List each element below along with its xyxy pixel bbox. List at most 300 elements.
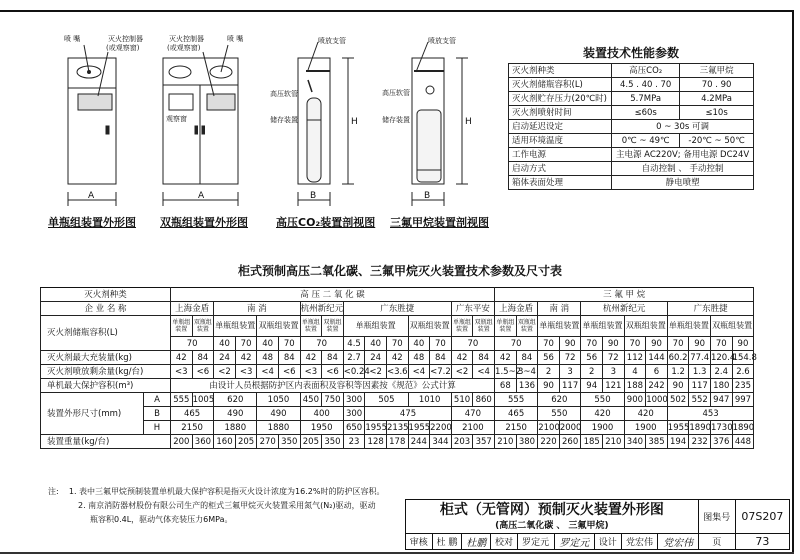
spec-co2-value: ≤60s xyxy=(612,106,680,120)
table-cell: 90 xyxy=(732,337,754,351)
nozzle-label: 喷 嘴 xyxy=(64,35,81,43)
notes-label: 注: xyxy=(48,487,59,496)
table-cell: 3 xyxy=(559,365,581,379)
table-cell: 单瓶组装置 xyxy=(171,316,193,337)
spec-value: 主电源 AC220V; 备用电源 DC24V xyxy=(612,148,754,162)
table-cell: <3.6 xyxy=(386,366,408,377)
checker-signature: 罗定元 xyxy=(554,534,594,550)
table-cell: 357 xyxy=(473,435,495,449)
table-cell: 2000 xyxy=(559,422,582,433)
param-table xyxy=(40,287,757,449)
design-label: 设计 xyxy=(595,534,622,550)
table-row xyxy=(41,351,754,365)
table-cell: 双瓶组装置 xyxy=(624,316,667,337)
table-cell: 2 xyxy=(538,365,560,379)
table-cell: 70 xyxy=(300,337,343,351)
table-cell: 90 xyxy=(667,379,689,393)
controller-alt-label: (或观察窗) xyxy=(106,44,140,52)
sheet-title: 柜式（无管网）预制灭火装置外形图 xyxy=(439,502,664,518)
single-cabinet-drawing xyxy=(64,34,143,206)
branch-pipe-label: 喷放支管 xyxy=(318,37,346,45)
table-cell: 4.5 xyxy=(343,337,365,351)
spec-table xyxy=(508,63,754,190)
table-cell: 90 xyxy=(689,337,711,351)
dimension-key: H xyxy=(144,421,171,435)
checker: 罗定元 xyxy=(517,534,554,550)
table-cell: 210 xyxy=(495,435,517,449)
branch-pipe-label: 喷放支管 xyxy=(428,37,456,45)
table-cell: 94 xyxy=(581,379,603,393)
table-cell: 185 xyxy=(581,435,603,449)
table-cell: 117 xyxy=(559,379,581,393)
table-cell: 160 xyxy=(214,435,236,449)
table-row xyxy=(41,365,754,379)
spec-title: 装置技术性能参数 xyxy=(582,46,679,60)
table-cell: 2.6 xyxy=(732,365,754,379)
table-cell: 4 xyxy=(624,365,646,379)
table-cell: 84 xyxy=(516,351,538,365)
table-cell: 68 xyxy=(495,379,517,393)
spec-value: 0 ~ 30s 可调 xyxy=(612,120,754,134)
table-cell: 1900 xyxy=(581,421,624,435)
table-cell: 2200 xyxy=(430,422,452,433)
table-cell: 380 xyxy=(516,435,538,449)
table-cell: <4 xyxy=(257,365,279,379)
table-cell: 84 xyxy=(473,351,495,365)
table-cell: 1005 xyxy=(192,394,215,405)
table-cell: 单瓶组装置 xyxy=(451,316,473,337)
table-row xyxy=(41,435,754,449)
table-cell: 70 xyxy=(495,337,538,351)
table-cell: 70 xyxy=(171,337,214,351)
table-cell: 双瓶组装置 xyxy=(192,316,214,337)
table-cell: 552 xyxy=(689,393,711,407)
table-cell: 620 xyxy=(538,393,581,407)
table-cell: 70 xyxy=(235,337,257,351)
table-cell: 947 xyxy=(710,393,732,407)
spec-label: 灭火剂喷射时间 xyxy=(509,106,612,120)
table-cell: 750 xyxy=(322,393,344,407)
table-cell: 475 xyxy=(365,407,451,421)
table-cell: <2 xyxy=(214,365,236,379)
table-cell: 1890 xyxy=(732,422,755,433)
table-cell: 117 xyxy=(689,379,711,393)
table-cell: 510 xyxy=(451,393,473,407)
table-cell: 128 xyxy=(365,435,387,449)
table-cell: 2100 xyxy=(451,421,494,435)
co2-caption: 高压CO₂装置剖视图 xyxy=(276,216,376,229)
table-cell: 单瓶组装置 xyxy=(214,316,257,337)
table-cell: 453 xyxy=(667,407,754,421)
table-cell: 400 xyxy=(300,407,343,421)
table-cell: 1890 xyxy=(689,422,712,433)
title-block xyxy=(405,499,790,550)
table-cell: 1950 xyxy=(300,421,343,435)
table-cell: 450 xyxy=(300,393,322,407)
single-caption: 单瓶组装置外形图 xyxy=(48,216,136,229)
table-cell: 210 xyxy=(603,435,625,449)
table-cell: <6 xyxy=(278,365,300,379)
table-cell: 90 xyxy=(538,379,560,393)
page-label: 页 xyxy=(698,534,735,550)
table-cell: 465 xyxy=(171,407,214,421)
row-label: 单机最大保护容积(m³) xyxy=(41,379,171,393)
table-cell: 1880 xyxy=(214,421,257,435)
table-cell: 70 xyxy=(430,337,452,351)
spec-label: 工作电源 xyxy=(509,148,612,162)
table-cell: 上海金盾 xyxy=(171,302,214,316)
table-cell: 2135 xyxy=(386,422,409,433)
table-cell: 42 xyxy=(300,351,322,365)
table-cell: 60.2 xyxy=(668,352,688,363)
table-cell: <0.24 xyxy=(343,366,370,377)
table-row xyxy=(41,421,754,435)
table-cell: 84 xyxy=(322,351,344,365)
table-cell: 42 xyxy=(171,351,193,365)
table-cell: 502 xyxy=(667,393,689,407)
table-cell: 144 xyxy=(646,351,668,365)
table-cell: 24 xyxy=(214,351,236,365)
table-cell: 高 压 二 氧 化 碳 xyxy=(171,288,495,302)
table-cell: 2150 xyxy=(171,421,214,435)
table-cell: 42 xyxy=(235,351,257,365)
table-cell: 56 xyxy=(581,351,603,365)
table-cell: 42 xyxy=(386,351,408,365)
table-cell: 344 xyxy=(430,435,452,449)
table-cell: <3 xyxy=(300,365,322,379)
table-cell: 杭州新纪元 xyxy=(581,302,667,316)
table-cell: 单瓶组装置 xyxy=(538,316,581,337)
table-cell: 360 xyxy=(192,435,214,449)
spec-hfc-value: 70 . 90 xyxy=(680,78,754,92)
table-cell: 2.7 xyxy=(343,351,365,365)
table-cell: 单瓶组装置 xyxy=(343,316,408,337)
table-cell: 70 xyxy=(581,337,603,351)
table-cell: 6 xyxy=(646,365,668,379)
table-row xyxy=(41,379,754,393)
hfc-caption: 三氟甲烷装置剖视图 xyxy=(390,216,489,229)
table-cell: 300 xyxy=(343,407,365,421)
table-cell: 1000 xyxy=(646,394,668,405)
table-cell: 420 xyxy=(624,407,667,421)
note-item: 1. 表中三氟甲烷预制装置单机最大保护容积是指灭火设计浓度为16.2%时的防护区容积。 xyxy=(68,487,385,496)
spec-co2-value: 5.7MPa xyxy=(612,92,680,106)
spec-hfc-value: 三氟甲烷 xyxy=(680,64,754,78)
table-cell: <2 xyxy=(451,365,473,379)
table-cell: 620 xyxy=(214,393,257,407)
table-cell: 广东胜捷 xyxy=(667,302,754,316)
table-cell: 40 xyxy=(257,337,279,351)
dimension-key: A xyxy=(144,393,171,407)
table-cell: 232 xyxy=(689,435,711,449)
double-caption: 双瓶组装置外形图 xyxy=(160,216,248,229)
table-cell: 56 xyxy=(538,351,560,365)
table-cell: 220 xyxy=(538,435,560,449)
spec-label: 灭火剂储瓶容积(L) xyxy=(509,78,612,92)
table-cell: 40 xyxy=(214,337,236,351)
spec-label: 启动延迟设定 xyxy=(509,120,612,134)
table-cell: 1880 xyxy=(257,421,300,435)
table-cell: 23 xyxy=(343,435,365,449)
table-cell: 203 xyxy=(451,435,473,449)
table-cell: 杭州新纪元 xyxy=(300,303,344,314)
table-cell: 465 xyxy=(495,407,538,421)
table-cell: 上海金盾 xyxy=(495,302,538,316)
table-cell: 双瓶组装置 xyxy=(710,316,753,337)
table-cell: 1900 xyxy=(624,421,667,435)
table-cell: 194 xyxy=(667,435,689,449)
row-label: 装置重量(kg/台) xyxy=(41,435,171,449)
table-cell: 3 xyxy=(603,365,625,379)
table-cell: 490 xyxy=(257,407,300,421)
controller-label: 灭火控制器 xyxy=(169,35,204,43)
spec-row xyxy=(509,148,754,162)
table-cell: 178 xyxy=(386,435,408,449)
table-cell: 1050 xyxy=(257,393,300,407)
table-cell: 350 xyxy=(322,435,344,449)
spec-value: 自动控制 、 手动控制 xyxy=(612,162,754,176)
table-cell: 1730 xyxy=(710,422,733,433)
table-cell: 340 xyxy=(624,435,646,449)
row-label: 企 业 名 称 xyxy=(41,302,171,316)
table-cell: 单瓶组装置 xyxy=(581,316,624,337)
check-label: 校对 xyxy=(491,534,518,550)
table-cell: 90 xyxy=(646,337,668,351)
hfc-section-drawing xyxy=(382,36,472,206)
table-row xyxy=(41,393,754,407)
table-cell: 70 xyxy=(451,337,494,351)
table-cell: 三 氟 甲 烷 xyxy=(495,288,754,302)
designer-signature: 党宏伟 xyxy=(658,534,698,550)
spec-label: 启动方式 xyxy=(509,162,612,176)
table-cell: 双瓶组装置 xyxy=(516,316,538,337)
table-cell: 385 xyxy=(646,435,668,449)
table-cell: <3 xyxy=(235,365,257,379)
reviewer: 杜 鹏 xyxy=(432,534,462,550)
row-label: 装置外形尺寸(mm) xyxy=(41,393,144,435)
spec-co2-value: 0℃ ~ 49℃ xyxy=(612,134,680,148)
row-label: 灭火剂最大充装量(kg) xyxy=(41,351,171,365)
table-row xyxy=(41,288,754,302)
sheet-subtitle: (高压二氧化碳 、 三氟甲烷) xyxy=(495,521,609,531)
table-cell: 84 xyxy=(192,351,214,365)
table-cell: 1.5~2 xyxy=(495,366,522,377)
big-table-title: 柜式预制高压二氧化碳、三氟甲烷灭火装置技术参数及尺寸表 xyxy=(237,264,562,278)
controller-alt-label: (或观察窗) xyxy=(167,44,201,52)
table-cell: 70 xyxy=(386,337,408,351)
storage-label: 储存装置 xyxy=(382,116,410,124)
co2-section-drawing xyxy=(270,36,358,206)
atlas-no: 07S207 xyxy=(735,500,789,534)
table-cell: 376 xyxy=(710,435,732,449)
table-cell: 双瓶组装置 xyxy=(322,316,344,337)
spec-row xyxy=(509,134,754,148)
table-cell: <4 xyxy=(408,365,430,379)
table-cell: 242 xyxy=(646,379,668,393)
table-cell: 420 xyxy=(581,407,624,421)
spec-row xyxy=(509,106,754,120)
window-label: 观察窗 xyxy=(166,115,187,123)
table-cell: <2 xyxy=(365,365,387,379)
table-cell: 1955 xyxy=(667,422,690,433)
table-cell: 42 xyxy=(495,351,517,365)
table-cell: 42 xyxy=(451,351,473,365)
dim-h-label: H xyxy=(351,117,358,127)
spec-hfc-value: 4.2MPa xyxy=(680,92,754,106)
spec-hfc-value: -20℃ ~ 50℃ xyxy=(680,134,754,148)
table-cell: 70 xyxy=(667,337,689,351)
table-cell: 1010 xyxy=(408,393,451,407)
table-cell: 90 xyxy=(559,337,581,351)
frame-line xyxy=(0,552,794,554)
note-item: 2. 南京消防器材股份有限公司生产的柜式三氟甲烷灭火装置采用氮气(N₂)驱动，驱动 xyxy=(78,501,376,510)
dimension-key: B xyxy=(144,407,171,421)
table-cell: 84 xyxy=(278,351,300,365)
spec-co2-value: 高压CO₂ xyxy=(612,64,680,78)
table-cell: 84 xyxy=(430,351,452,365)
table-cell: <6 xyxy=(322,365,344,379)
table-cell: 70 xyxy=(538,337,560,351)
table-cell: 550 xyxy=(538,407,581,421)
table-cell: 1.3 xyxy=(689,365,711,379)
table-cell: 350 xyxy=(278,435,300,449)
designer: 党宏伟 xyxy=(621,534,658,550)
table-cell: 650 xyxy=(343,421,365,435)
table-cell: 205 xyxy=(300,435,322,449)
table-cell: 单瓶组装置 xyxy=(300,316,322,337)
table-row xyxy=(41,316,754,337)
table-cell: 南 消 xyxy=(214,302,300,316)
table-cell: 40 xyxy=(408,337,430,351)
row-label: 灭火剂喷放剩余量(kg/台) xyxy=(41,365,171,379)
table-cell: 3~4 xyxy=(517,366,536,377)
table-cell: 490 xyxy=(214,407,257,421)
spec-row xyxy=(509,120,754,134)
table-cell: 136 xyxy=(516,379,538,393)
hose-label: 高压软管 xyxy=(270,90,298,98)
table-cell: 1955 xyxy=(365,422,387,433)
table-cell: 200 xyxy=(171,435,193,449)
table-row xyxy=(41,407,754,421)
table-cell: 205 xyxy=(235,435,257,449)
spec-label: 灭火剂种类 xyxy=(509,64,612,78)
table-cell: 1955 xyxy=(408,422,431,433)
table-cell: 2150 xyxy=(495,421,538,435)
table-cell: 260 xyxy=(559,435,581,449)
table-cell: 77.4 xyxy=(690,352,710,363)
table-cell: 120.4 xyxy=(710,352,736,363)
hose-label: 高压软管 xyxy=(382,89,410,97)
table-cell: 188 xyxy=(624,379,646,393)
dim-a-label: A xyxy=(198,191,205,201)
spec-hfc-value: ≤10s xyxy=(680,106,754,120)
table-cell: 860 xyxy=(473,393,495,407)
note-item: 瓶容积0.4L，驱动气体充装压力6MPa。 xyxy=(90,515,233,524)
storage-label: 储存装置 xyxy=(270,116,298,124)
spec-label: 灭火剂贮存压力(20℃时) xyxy=(509,92,612,106)
table-cell: 南 消 xyxy=(538,302,581,316)
table-cell: 24 xyxy=(365,351,387,365)
title-cell xyxy=(406,500,699,534)
spec-row xyxy=(509,92,754,106)
table-cell: 72 xyxy=(603,351,625,365)
nozzle-label: 喷 嘴 xyxy=(227,35,244,43)
spec-row xyxy=(509,64,754,78)
spec-label: 适用环境温度 xyxy=(509,134,612,148)
table-cell: 1.2 xyxy=(667,365,689,379)
table-cell: 70 xyxy=(278,337,300,351)
table-cell: 72 xyxy=(559,351,581,365)
table-cell: 单瓶组装置 xyxy=(667,316,710,337)
table-cell: 单瓶组装置 xyxy=(495,316,517,337)
controller-label: 灭火控制器 xyxy=(108,35,143,43)
table-cell: 48 xyxy=(257,351,279,365)
table-cell: 2 xyxy=(581,365,603,379)
row-label: 灭火剂种类 xyxy=(41,288,171,302)
spec-co2-value: 4.5 . 40 . 70 xyxy=(612,78,680,92)
dim-b-label: B xyxy=(424,191,431,201)
table-cell: 997 xyxy=(732,393,754,407)
device-drawings xyxy=(0,0,510,240)
table-cell: 235 xyxy=(732,379,754,393)
spec-value: 静电喷塑 xyxy=(612,176,754,190)
dim-b-label: B xyxy=(310,191,317,201)
table-cell: 广东平安 xyxy=(451,302,494,316)
spec-row xyxy=(509,176,754,190)
table-cell: 双瓶组装置 xyxy=(408,316,451,337)
table-cell: 244 xyxy=(408,435,430,449)
row-label: 灭火剂储瓶容积(L) xyxy=(41,316,171,351)
reviewer-signature: 杜鹏 xyxy=(462,534,491,550)
table-cell: 555 xyxy=(171,393,193,407)
table-cell: 广东胜捷 xyxy=(343,302,451,316)
double-cabinet-drawing xyxy=(163,34,243,206)
table-cell: <3 xyxy=(171,365,193,379)
table-cell: 双瓶组装置 xyxy=(257,316,300,337)
table-cell: 48 xyxy=(408,351,430,365)
dim-h-label: H xyxy=(465,117,472,127)
table-cell: 505 xyxy=(365,393,408,407)
table-cell: 555 xyxy=(495,393,538,407)
table-cell: 由设计人员根据防护区内表面积及容积等因素按《规范》公式计算 xyxy=(171,379,495,393)
notes xyxy=(48,485,384,527)
table-cell: 448 xyxy=(732,435,754,449)
table-cell: 112 xyxy=(624,351,646,365)
page-no: 73 xyxy=(735,534,789,550)
spec-row xyxy=(509,78,754,92)
table-cell: 180 xyxy=(710,379,732,393)
review-label: 审核 xyxy=(406,534,433,550)
table-cell: <7.2 xyxy=(430,366,451,377)
table-cell: 550 xyxy=(581,393,624,407)
table-cell: 470 xyxy=(451,407,494,421)
table-cell: 900 xyxy=(624,393,646,407)
table-cell: 40 xyxy=(365,337,387,351)
table-cell: 2.4 xyxy=(710,365,732,379)
table-cell: <6 xyxy=(192,365,214,379)
table-cell: 154.8 xyxy=(732,352,757,363)
table-cell: 2100 xyxy=(538,422,560,433)
table-cell: 121 xyxy=(603,379,625,393)
atlas-label: 图集号 xyxy=(698,500,735,534)
table-cell: 70 xyxy=(710,337,732,351)
spec-label: 箱体表面处理 xyxy=(509,176,612,190)
table-cell: 双瓶组装置 xyxy=(473,316,495,337)
table-cell: 90 xyxy=(603,337,625,351)
spec-row xyxy=(509,162,754,176)
table-cell: 70 xyxy=(624,337,646,351)
table-cell: 300 xyxy=(343,393,365,407)
